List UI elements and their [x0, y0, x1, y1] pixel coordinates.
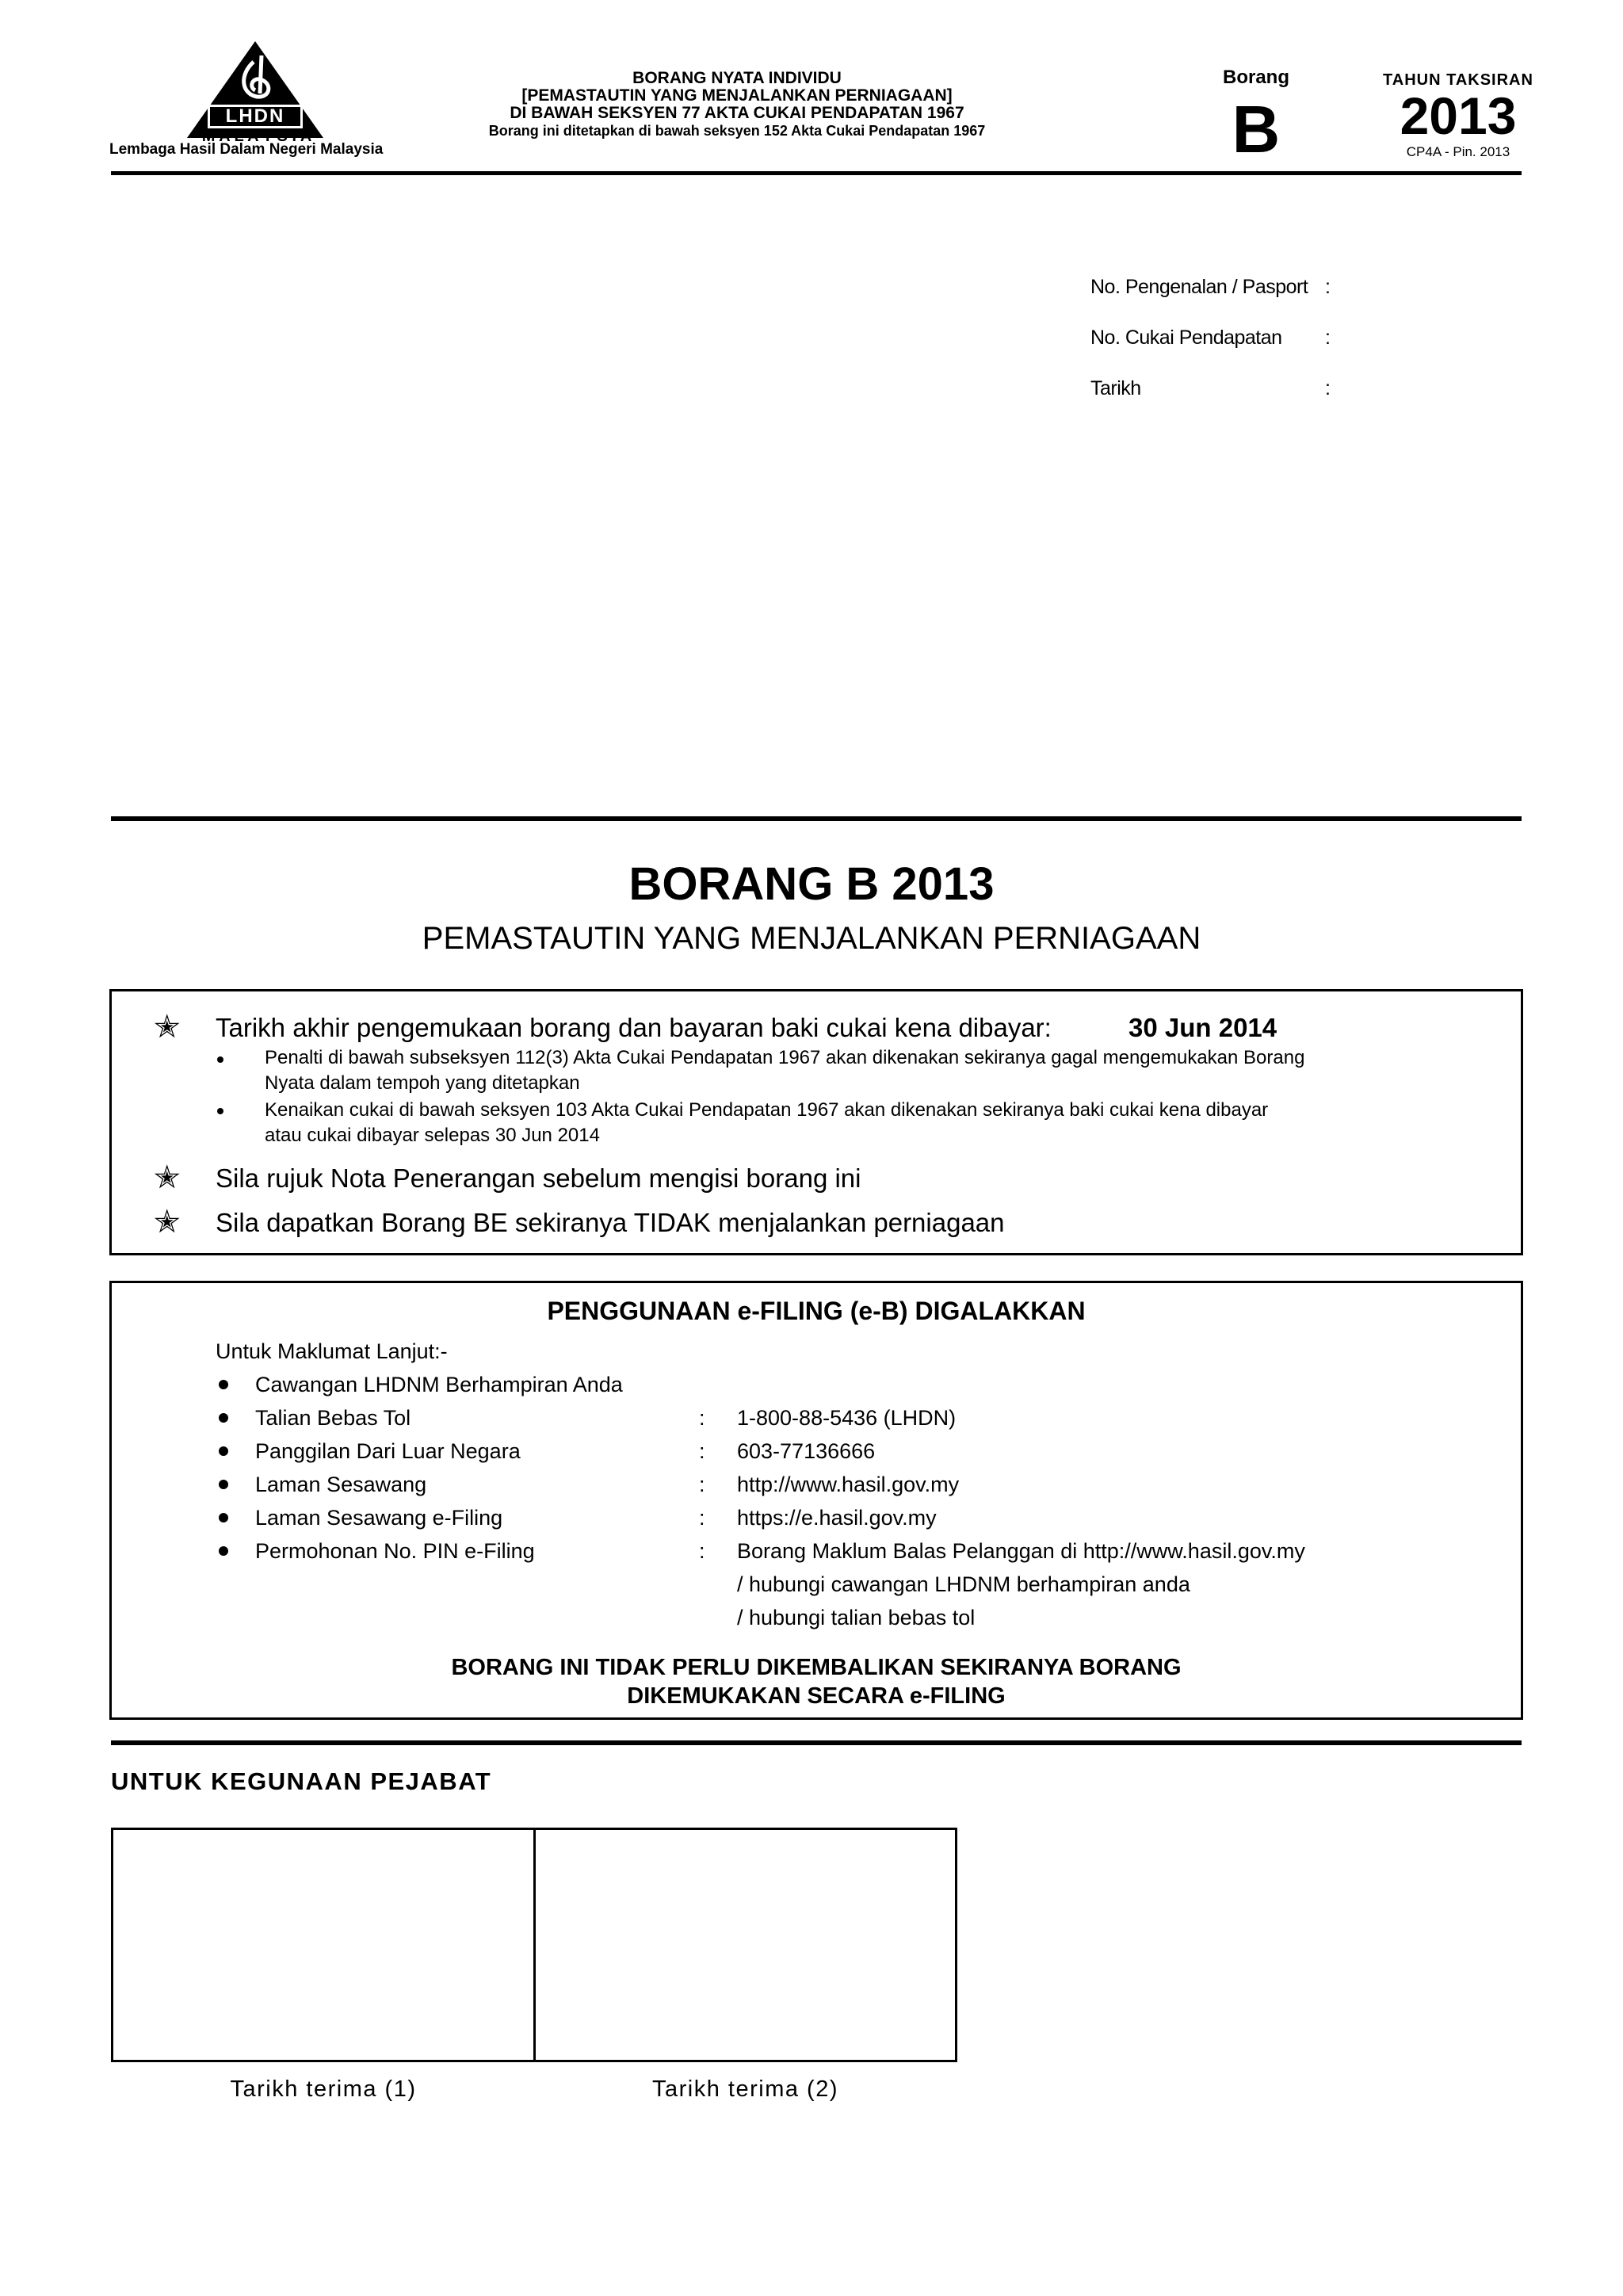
- form-label: Borang: [1223, 67, 1289, 88]
- pin-label: Permohonan No. PIN e-Filing: [255, 1539, 535, 1563]
- tax-number-colon: :: [1325, 327, 1331, 349]
- receipt-2-label: Tarikh terima (2): [652, 2076, 838, 2102]
- office-rule: [111, 1740, 1522, 1745]
- pin-value-cont-1: / hubungi cawangan LHDNM berhampiran anda: [737, 1572, 1190, 1596]
- pin-value: Borang Maklum Balas Pelanggan di http://www.hasil.gov.my: [737, 1539, 1305, 1563]
- efiling-heading: PENGGUNAAN e-FILING (e-B) DIGALAKKAN: [547, 1297, 1086, 1325]
- header-line-4: Borang ini ditetapkan di bawah seksyen 152 Akta Cukai Pendapatan 1967: [488, 123, 986, 139]
- colon: :: [699, 1539, 705, 1563]
- star-icon: ✭: [154, 1010, 181, 1045]
- assessment-year: 2013: [1400, 86, 1517, 145]
- colon: :: [699, 1406, 705, 1430]
- efiling-website-label: Laman Sesawang e-Filing: [255, 1506, 503, 1530]
- bullet-icon: [219, 1446, 228, 1456]
- header-line-2: [PEMASTAUTIN YANG MENJALANKAN PERNIAGAAN]: [521, 86, 953, 105]
- header-rule: [111, 171, 1522, 175]
- form-header-text: [444, 70, 1030, 139]
- tollfree-value: 1-800-88-5436 (LHDN): [737, 1406, 957, 1430]
- form-letter: B: [1232, 92, 1281, 166]
- assessment-label: TAHUN TAKSIRAN: [1383, 71, 1533, 89]
- website-link[interactable]: http://www.hasil.gov.my: [737, 1473, 960, 1496]
- overseas-label: Panggilan Dari Luar Negara: [255, 1439, 521, 1463]
- colon: :: [699, 1506, 705, 1530]
- overseas-value: 603-77136666: [737, 1439, 876, 1463]
- logo-country: M A L A Y S I A: [201, 128, 312, 145]
- pin-value-cont-2: / hubungi talian bebas tol: [737, 1606, 976, 1629]
- penalty-line-1: Penalti di bawah subseksyen 112(3) Akta Cukai Pendapatan 1967 akan dikenakan sekiranya gagal mengemukakan Borang: [265, 1047, 1305, 1068]
- title-rule: [111, 816, 1522, 821]
- receipt-box-1[interactable]: [111, 1828, 536, 2062]
- form-code: CP4A - Pin. 2013: [1406, 144, 1510, 159]
- date-colon: :: [1325, 377, 1331, 399]
- id-passport-label: No. Pengenalan / Pasport: [1090, 276, 1308, 298]
- bullet-icon: [217, 1056, 223, 1063]
- website-label: Laman Sesawang: [255, 1473, 427, 1496]
- efiling-footer-2: DIKEMUKAKAN SECARA e-FILING: [627, 1683, 1006, 1709]
- bullet-icon: [219, 1480, 228, 1489]
- deadline-date: 30 Jun 2014: [1128, 1013, 1277, 1042]
- tollfree-label: Talian Bebas Tol: [255, 1406, 411, 1430]
- efiling-intro: Untuk Maklumat Lanjut:-: [216, 1339, 448, 1363]
- star-icon: ✭: [154, 1160, 181, 1195]
- refer-note: Sila rujuk Nota Penerangan sebelum mengisi borang ini: [216, 1163, 861, 1193]
- deadline-text: Tarikh akhir pengemukaan borang dan bayaran baki cukai kena dibayar:: [216, 1013, 1052, 1042]
- branch-label: Cawangan LHDNM Berhampiran Anda: [255, 1373, 623, 1396]
- increase-line-2: atau cukai dibayar selepas 30 Jun 2014: [265, 1125, 600, 1146]
- bullet-icon: [219, 1413, 228, 1423]
- bullet-icon: [219, 1513, 228, 1522]
- bullet-icon: [219, 1546, 228, 1556]
- efiling-website-link[interactable]: https://e.hasil.gov.my: [737, 1506, 937, 1530]
- star-icon: ✭: [154, 1205, 181, 1240]
- efiling-footer-1: BORANG INI TIDAK PERLU DIKEMBALIKAN SEKIRANYA BORANG: [451, 1655, 1182, 1680]
- header-line-1: BORANG NYATA INDIVIDU: [632, 69, 842, 87]
- colon: :: [699, 1439, 705, 1463]
- bullet-icon: [219, 1380, 228, 1389]
- header-line-3: DI BAWAH SEKSYEN 77 AKTA CUKAI PENDAPATAN 1967: [510, 104, 964, 122]
- logo-text: LHDN: [225, 105, 285, 127]
- receipt-1-label: Tarikh terima (1): [230, 2076, 417, 2102]
- office-use-heading: UNTUK KEGUNAAN PEJABAT: [111, 1767, 492, 1795]
- be-form-note: Sila dapatkan Borang BE sekiranya TIDAK menjalankan perniagaan: [216, 1208, 1005, 1237]
- increase-line-1: Kenaikan cukai di bawah seksyen 103 Akta Cukai Pendapatan 1967 akan dikenakan sekiranya baki cukai kena dibayar: [265, 1099, 1269, 1121]
- receipt-box-2[interactable]: [533, 1828, 957, 2062]
- date-label: Tarikh: [1090, 377, 1141, 399]
- id-passport-colon: :: [1325, 276, 1331, 298]
- page-title: BORANG B 2013: [628, 858, 995, 910]
- tax-number-label: No. Cukai Pendapatan: [1090, 327, 1282, 349]
- penalty-line-2: Nyata dalam tempoh yang ditetapkan: [265, 1072, 580, 1094]
- agency-name: Lembaga Hasil Dalam Negeri Malaysia: [109, 141, 384, 158]
- page-subtitle: PEMASTAUTIN YANG MENJALANKAN PERNIAGAAN: [422, 921, 1201, 956]
- bullet-icon: [217, 1108, 223, 1114]
- colon: :: [699, 1473, 705, 1496]
